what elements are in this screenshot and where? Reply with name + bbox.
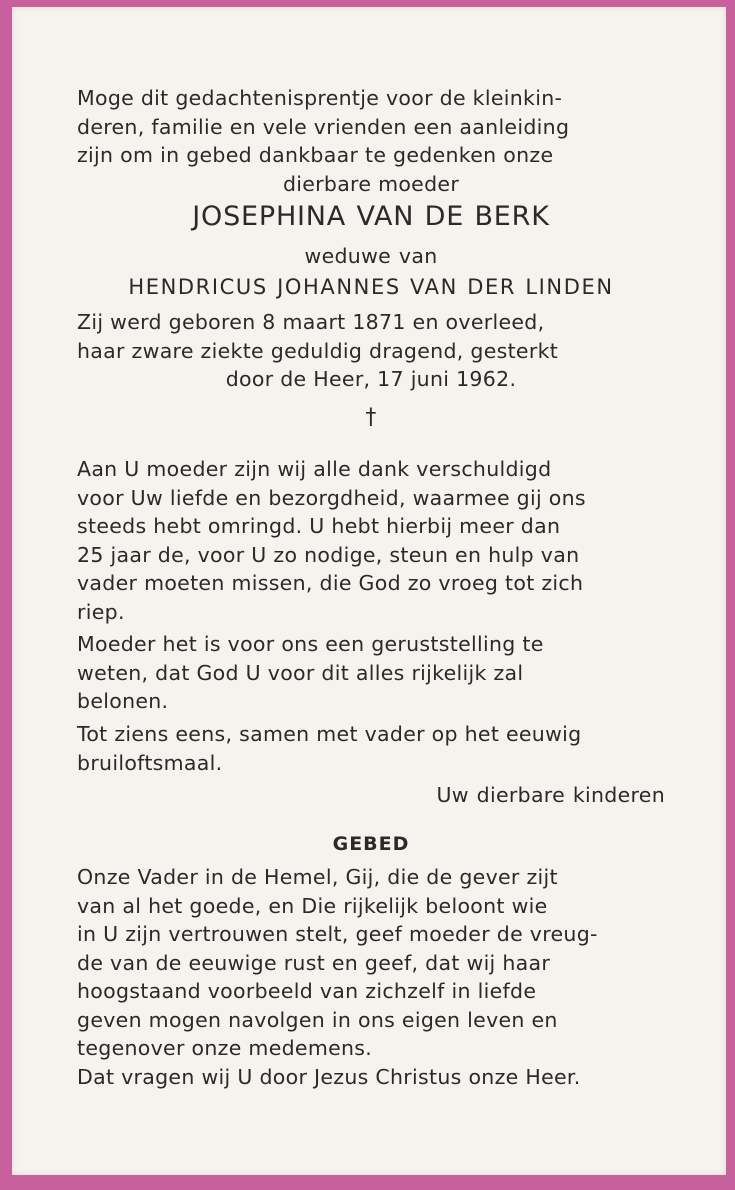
signature: Uw dierbare kinderen bbox=[436, 783, 665, 807]
prayer-line: geven mogen navolgen in ons eigen leven en bbox=[77, 1007, 558, 1032]
tribute-line: vader moeten missen, die God zo vroeg tot zich bbox=[77, 571, 584, 595]
farewell-line: Tot ziens eens, samen met vader op het eeuwig bbox=[77, 722, 582, 746]
farewell-last-line: bruiloftsmaal. bbox=[77, 750, 223, 775]
consolation-paragraph bbox=[77, 630, 665, 716]
prayer-line: hoogstaand voorbeeld van zichzelf in liefde bbox=[77, 979, 537, 1003]
intro-line: zijn om in gebed dankbaar te gedenken onze bbox=[77, 143, 554, 167]
husband-name: HENDRICUS JOHANNES VAN DER LINDEN bbox=[128, 275, 614, 299]
prayer-line: in U zijn vertrouwen stelt, geef moeder de vreug- bbox=[77, 922, 598, 946]
bio-paragraph bbox=[77, 308, 665, 394]
tribute-line: Aan U moeder zijn wij alle dank verschuldigd bbox=[77, 457, 552, 481]
prayer-line: tegenover onze medemens. bbox=[77, 1036, 373, 1060]
tribute-paragraph bbox=[77, 455, 665, 626]
tribute-last-line: riep. bbox=[77, 599, 125, 624]
prayer-line: Onze Vader in de Hemel, Gij, die de gever zijt bbox=[77, 865, 558, 889]
cross-icon: † bbox=[365, 405, 377, 430]
tribute-line: voor Uw liefde en bezorgdheid, waarmee gij ons bbox=[77, 485, 586, 510]
prayer-heading: GEBED bbox=[332, 833, 410, 855]
consolation-line: Moeder het is voor ons een geruststelling te bbox=[77, 632, 544, 656]
bio-line: haar zware ziekte geduldig dragend, gesterkt bbox=[77, 338, 559, 363]
prayer-final-line: Dat vragen wij U door Jezus Christus onze Heer. bbox=[77, 1064, 581, 1089]
bio-last-line: door de Heer, 17 juni 1962. bbox=[225, 367, 517, 391]
farewell-paragraph bbox=[77, 720, 665, 777]
intro-line: deren, familie en vele vrienden een aanleiding bbox=[77, 114, 570, 139]
consolation-line: weten, dat God U voor dit alles rijkelijk zal bbox=[77, 660, 524, 685]
bio-line: Zij werd geboren 8 maart 1871 en overleed, bbox=[77, 310, 545, 334]
widow-of-label: weduwe van bbox=[304, 244, 438, 268]
prayer-line: van al het goede, en Die rijkelijk beloont wie bbox=[77, 893, 548, 918]
tribute-line: steeds hebt omringd. U hebt hierbij meer dan bbox=[77, 514, 561, 538]
prayer-line: de van de eeuwige rust en geef, dat wij haar bbox=[77, 950, 551, 975]
tribute-line: 25 jaar de, voor U zo nodige, steun en hulp van bbox=[77, 542, 580, 567]
consolation-last-line: belonen. bbox=[77, 689, 169, 713]
deceased-name: JOSEPHINA VAN DE BERK bbox=[192, 201, 550, 232]
intro-line: Moge dit gedachtenisprentje voor de kleinkin- bbox=[77, 86, 563, 110]
prayer-paragraph bbox=[77, 863, 665, 1091]
intro-paragraph bbox=[77, 84, 665, 198]
intro-last-line: dierbare moeder bbox=[282, 171, 460, 196]
